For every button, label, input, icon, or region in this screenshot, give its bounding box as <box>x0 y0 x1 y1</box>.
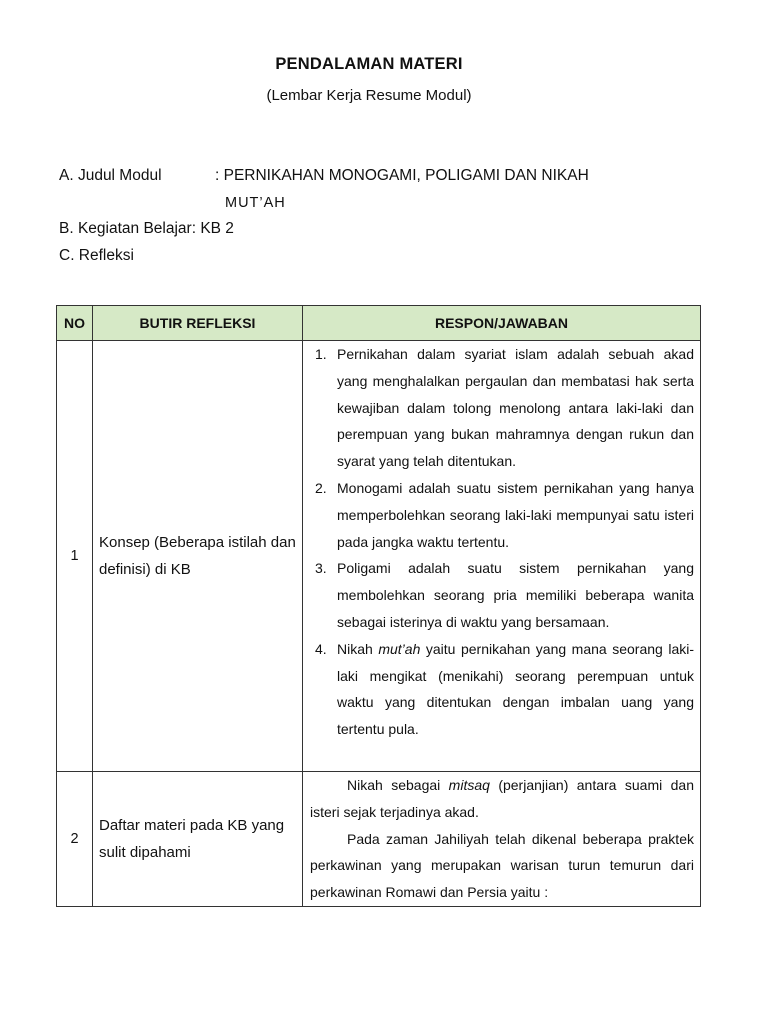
reflection-item: Konsep (Beberapa istilah dan definisi) di KB <box>93 341 303 772</box>
list-item <box>310 341 694 475</box>
learning-activity-row <box>59 219 234 239</box>
learning-activity-label: B. Kegiatan Belajar <box>59 220 192 237</box>
header-respon-jawaban: RESPON/JAWABAN <box>303 306 701 341</box>
row-number: 2 <box>57 772 93 907</box>
list-item <box>310 475 694 555</box>
module-title-label: A. Judul Modul <box>59 167 162 184</box>
page-title: PENDALAMAN MATERI <box>275 55 463 73</box>
table-row <box>57 772 701 907</box>
response-paragraph <box>310 772 694 826</box>
list-item <box>310 555 694 635</box>
paragraph-text-post: (perjanjian) antara suami dan isteri sejak terjadinya akad. <box>310 777 694 820</box>
paragraph-text-italic: mitsaq <box>448 777 490 793</box>
header-no: NO <box>57 306 93 341</box>
item-text-pre: Nikah <box>337 640 379 657</box>
list-item <box>310 636 694 743</box>
module-title-value: : PERNIKAHAN MONOGAMI, POLIGAMI DAN NIKAH <box>215 167 589 184</box>
module-title-row <box>59 166 589 211</box>
reflection-item: Daftar materi pada KB yang sulit dipahami <box>93 772 303 907</box>
item-number: 4. <box>315 640 327 657</box>
reflection-heading: C. Refleksi <box>59 247 134 264</box>
table-header-row <box>57 306 701 341</box>
response-paragraph: Pada zaman Jahiliyah telah dikenal beberapa praktek perkawinan yang merupakan warisan turun temurun dari perkawinan Romawi dan Persia yaitu : <box>310 830 694 901</box>
row-number: 1 <box>57 341 93 772</box>
response-cell <box>303 772 701 907</box>
item-number: 3. <box>315 560 327 577</box>
item-number: 1. <box>315 346 327 362</box>
item-text: Poligami adalah suatu sistem pernikahan yang membolehkan seorang pria memiliki beberapa wanita sebagai isterinya di waktu yang bersamaan. <box>337 560 694 630</box>
page-subtitle: (Lembar Kerja Resume Modul) <box>266 87 472 104</box>
item-text: Pernikahan dalam syariat islam adalah sebuah akad yang menghalalkan pergaulan dan membatasi hak serta kewajiban dalam tolong menolong antara laki-laki dan perempuan yang bukan mahramnya dengan rukun dan syarat yang telah ditentukan. <box>337 346 694 470</box>
item-text-post: yaitu pernikahan yang mana seorang laki-laki mengikat (menikahi) seorang perempuan untuk waktu yang ditentukan dengan imbalan uang yang tertentu pula. <box>337 640 695 738</box>
header-butir-refleksi: BUTIR REFLEKSI <box>93 306 303 341</box>
paragraph-text-pre: Nikah sebagai <box>347 777 449 793</box>
item-number: 2. <box>315 479 327 496</box>
response-cell <box>303 341 701 772</box>
learning-activity-value: : KB 2 <box>191 220 234 237</box>
reflection-table <box>56 305 701 907</box>
table-row <box>57 341 701 772</box>
item-text-italic: mut’ah <box>378 640 421 657</box>
answer-list <box>310 341 694 743</box>
module-title-value-continued: MUT’AH <box>225 195 286 211</box>
item-text: Monogami adalah suatu sistem pernikahan yang hanya memperbolehkan seorang laki-laki mempunyai satu isteri pada jangka waktu tertentu. <box>337 479 694 550</box>
